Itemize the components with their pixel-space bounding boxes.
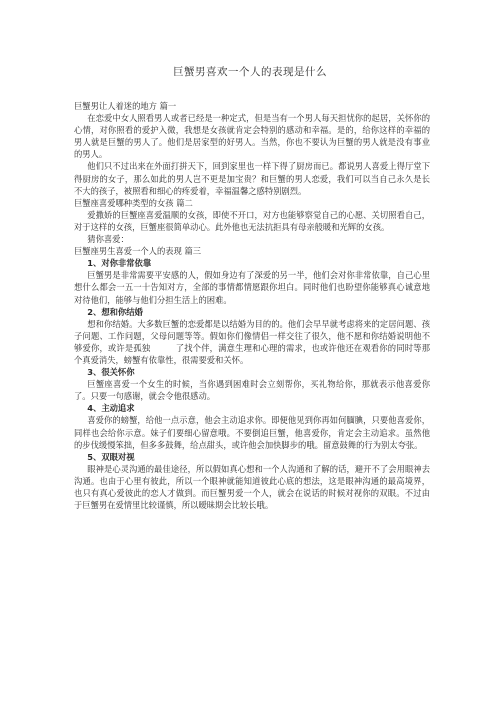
paragraph: 爱撒娇的巨蟹座喜爱温顺的女孩，即使不开口，对方也能够察觉自己的心愿、关切照看自己，对于这样的女孩，巨蟹座很简单动心。此外他也无法抗拒具有母亲般暖和光辉的女孩。 [74, 209, 430, 232]
item-heading: 2、想和你结婚 [87, 306, 143, 317]
item-text: 巨蟹男是非常需要平安感的人，假如身边有了深爱的另一半，他们会对你非常依靠，自己心里想什么都会一五一十告知对方，全部的事情都情愿跟你坦白。同时他们也盼望你能够真心诚意地对待他们，能够与他们分担生活上的困难。 [74, 270, 430, 305]
document-title: 巨蟹男喜欢一个人的表现是什么 [173, 66, 327, 78]
section-heading-3: 巨蟹座男生喜爱一个人的表现 篇三 [74, 246, 202, 257]
item-heading: 4、主动追求 [87, 403, 135, 414]
section-heading-2: 巨蟹座喜爱哪种类型的女孩 篇二 [74, 197, 193, 208]
item-text: 巨蟹座喜爱一个女生的时候，当你遇到困难时会立刻帮你，买礼物给你，那就表示他喜爱你了。只要一句感谢，就会令他很感动。 [74, 379, 430, 402]
item-text: 喜爱你的螃蟹，给他一点示意，他会主动追求你。即便他见到你再如何腼腆，只要他喜爱你，同样也会给你示意。妹子们要细心留意哦。不要倒追巨蟹，他喜爱你，肯定会主动追求。虽然他的步伐缓慢笨拙，但多多鼓舞，给点甜头，或许他会加快脚步的哦。留意鼓舞的行为别太夸张。 [74, 415, 430, 450]
item-text: 眼神是心灵沟通的最佳途径，所以假如真心想和一个人沟通和了解的话，避开不了会用眼神去沟通。也由于心里有彼此，所以一个眼神就能知道彼此心底的想法，这是眼神沟通的最高境界，也只有真心爱彼此的恋人才做到。而巨蟹男爱一个人，就会在说话的时候对视你的双眼。不过由于巨蟹男在爱情里比较谨慎，所以暧昧期会比较长哦。 [74, 463, 430, 511]
paragraph: 他们只不过出来在外面打拼天下，回到家里也一样下得了厨房而已。都说男人喜爱上得厅堂下得厨房的女子，那么如此的男人岂不更是加宝贵？和巨蟹的男人恋爱，我们可以当自己永久是长不大的孩子，被照看和细心的疼爱着，幸福温馨之感特别剧烈。 [74, 161, 430, 196]
document-body [74, 100, 430, 511]
item-heading: 3、很关怀你 [87, 367, 135, 378]
item-heading: 1、对你非常依靠 [87, 258, 152, 269]
item-heading: 5、双眼对视 [87, 451, 135, 462]
section-heading-1: 巨蟹男让人着迷的地方 篇一 [74, 101, 177, 111]
recommend-label: 猜你喜爱： [87, 234, 129, 245]
paragraph: 在恋爱中女人照看男人或者已经是一种定式，但是当有一个男人每天担忧你的起居，关怀你的心情，对你照看的爱护入微，我想是女孩就肯定会特别的感动和幸福。是的，给你这样的幸福的男人就是巨蟹的男人了。他们是居家型的好男人。当然，你也不要认为巨蟹的男人就是没有事业的男人。 [74, 113, 430, 160]
item-text: 想和你结婚。大多数巨蟹的恋爱都是以结婚为目的的。他们会早早就考虑将来的定居问题、孩子问题、工作问题，父母问题等等。假如你们像情侣一样交往了很久，他不愿和你结婚说明他不够爱你，或许是孤独 了找个伴，满意生理和心理的需求，也或许他还在观看你的同时等那个真爱消失，螃蟹有依靠性，很需要爱和关怀。 [74, 318, 430, 365]
